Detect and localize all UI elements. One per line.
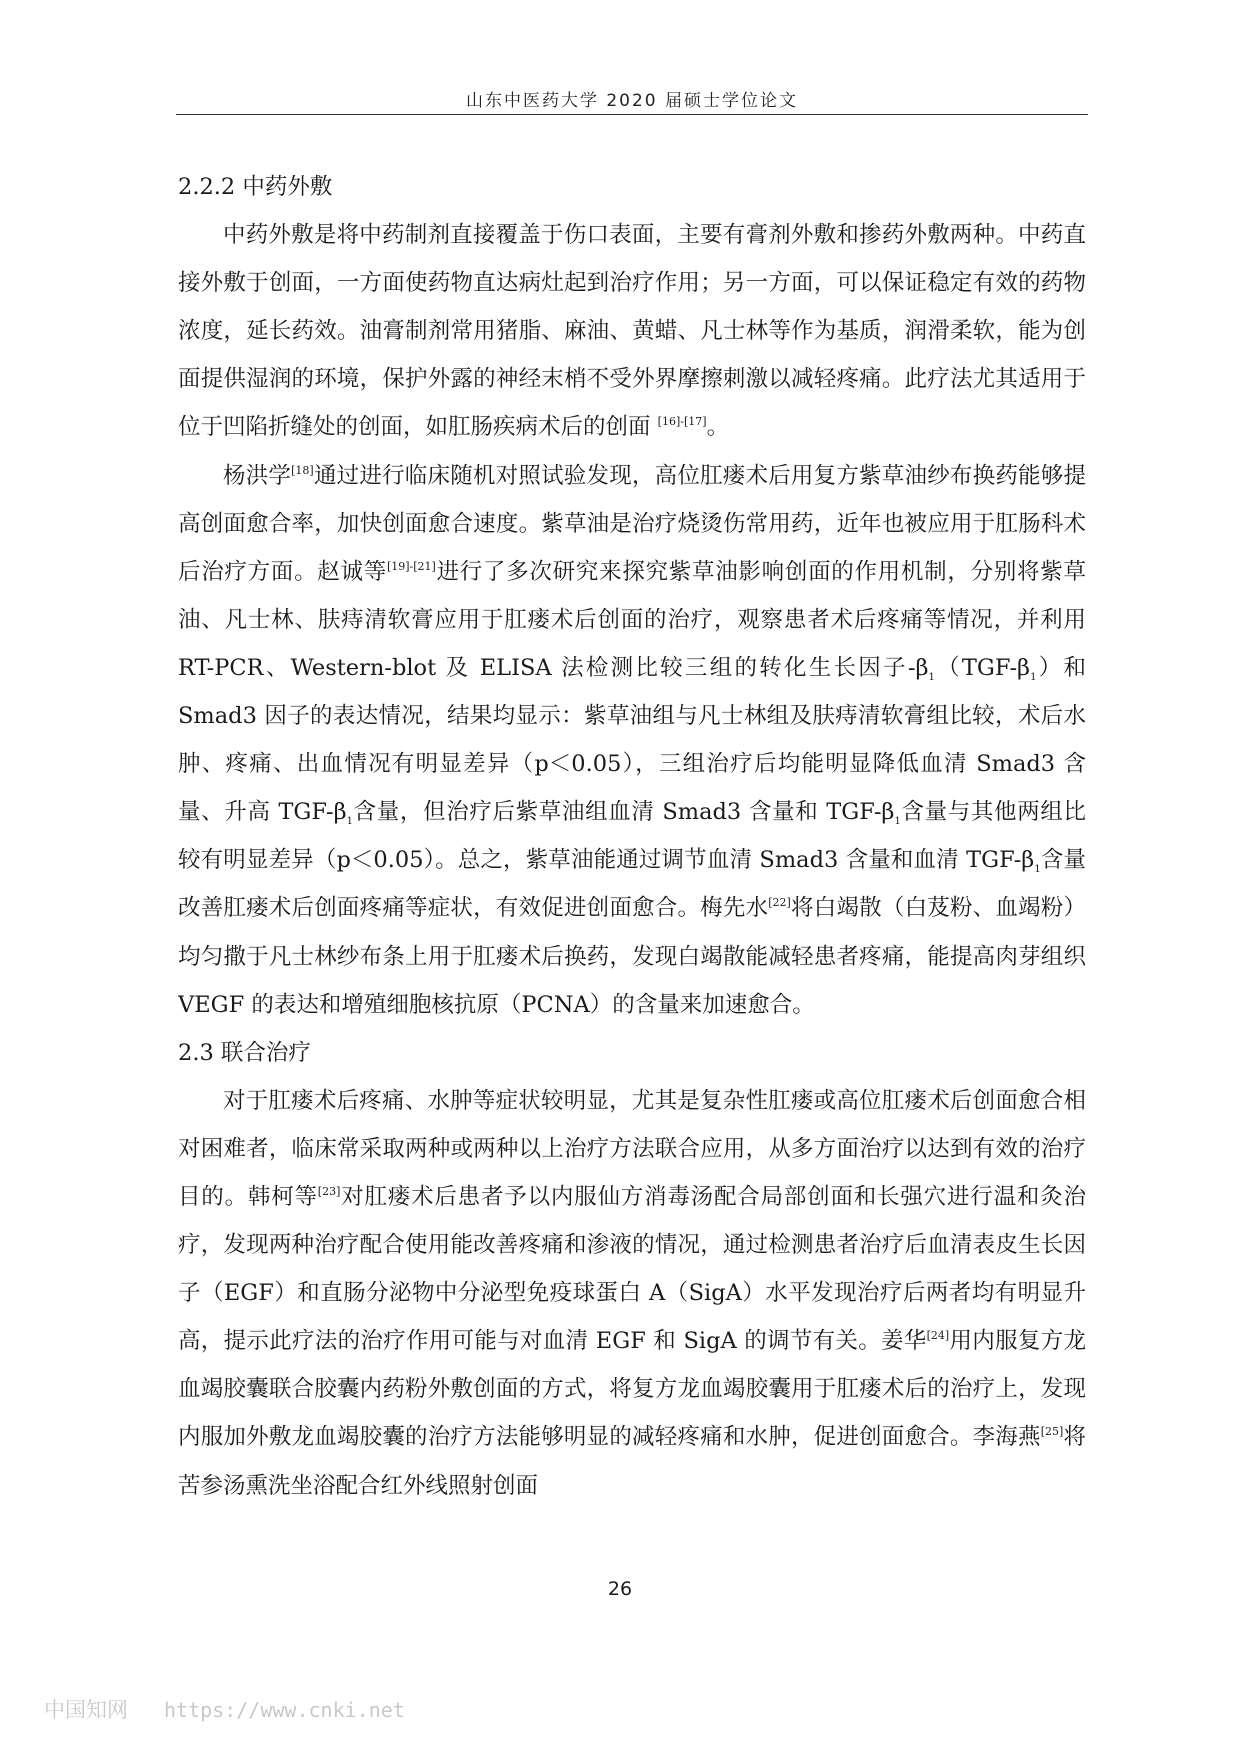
subscript: 1 <box>1030 671 1037 683</box>
paragraph-text: 对于肛瘘术后疼痛、水肿等症状较明显，尤其是复杂性肛瘘或高位肛瘘术后创面愈合相对困难者，临床常采取两种或两种以上治疗方法联合应用，从多方面治疗以达到有效的治疗目的。韩柯等 <box>178 1087 1086 1210</box>
header-divider <box>176 114 1088 115</box>
paragraph-text: 进行了多次研究来探究紫草油影响创面的作用机制，分别将紫草油、凡士林、肤痔清软膏应用于肛瘘术后创面的治疗，观察患者术后疼痛等情况，并利用 RT-PCR、Western-blot 及 ELISA 法检测比较三组的转化生长因子-β <box>178 558 1086 681</box>
section-heading-2-3: 2.3 联合治疗 <box>178 1039 311 1066</box>
footer-url: https://www.cnki.net <box>164 1698 405 1722</box>
paragraph-text: 杨洪学 <box>223 462 292 489</box>
citation-ref: [19]-[21] <box>386 559 436 573</box>
paragraph-3 <box>178 1077 1086 1510</box>
citation-ref: [16]-[17] <box>657 415 707 429</box>
paragraph-2 <box>178 452 1086 1029</box>
paragraph-text: 含量改善肛瘘术后创面疼痛等症状，有效促进创面愈合。梅先水 <box>178 847 1086 922</box>
watermark-footer <box>44 1694 405 1724</box>
paragraph-text: 。 <box>706 414 730 441</box>
page-body <box>178 163 1086 1510</box>
paragraph-1 <box>178 211 1086 451</box>
subscript: 1 <box>1034 864 1041 876</box>
paragraph-text: 将苦参汤熏洗坐浴配合红外线照射创面 <box>178 1424 1086 1499</box>
subscript: 1 <box>346 816 353 828</box>
paragraph-text: 用内服复方龙血竭胶囊联合胶囊内药粉外敷创面的方式，将复方龙血竭胶囊用于肛瘘术后的治疗上，发现内服加外敷龙血竭胶囊的治疗方法能够明显的减轻疼痛和水肿，促进创面愈合。李海燕 <box>178 1328 1086 1451</box>
paragraph-text: （TGF-β <box>934 654 1031 681</box>
paragraph-text: ）和 Smad3 因子的表达情况，结果均显示：紫草油组与凡士林组及肤痔清软膏组比较，术后水肿、疼痛、出血情况有明显差异（p＜0.05），三组治疗后均能明显降低血清 Smad3 含量、升高 TGF-β <box>178 654 1086 826</box>
subscript: 1 <box>894 816 901 828</box>
running-header: 山东中医药大学 2020 届硕士学位论文 <box>465 91 799 111</box>
subscript: 1 <box>928 671 935 683</box>
footer-brand: 中国知网 <box>44 1698 128 1722</box>
paragraph-text: 将白竭散（白芨粉、血竭粉）均匀撒于凡士林纱布条上用于肛瘘术后换药，发现白竭散能减轻患者疼痛，能提高肉芽组织 VEGF 的表达和增殖细胞核抗原（PCNA）的含量来加速愈合。 <box>178 895 1086 1018</box>
citation-ref: [18] <box>291 463 314 477</box>
citation-ref: [23] <box>317 1184 341 1198</box>
citation-ref: [22] <box>768 896 791 910</box>
paragraph-text: 对肛瘘术后患者予以内服仙方消毒汤配合局部创面和长强穴进行温和灸治疗，发现两种治疗配合使用能改善疼痛和渗液的情况，通过检测患者治疗后血清表皮生长因子（EGF）和直肠分泌物中分泌型免疫球蛋白 A（SigA）水平发现治疗后两者均有明显升高，提示此疗法的治疗作用可能与对血清 EGF 和 SigA 的调节有关。姜华 <box>178 1183 1086 1355</box>
paragraph-text: 中药外敷是将中药制剂直接覆盖于伤口表面，主要有膏剂外敷和掺药外敷两种。中药直接外敷于创面，一方面使药物直达病灶起到治疗作用；另一方面，可以保证稳定有效的药物浓度，延长药效。油膏制剂常用猪脂、麻油、黄蜡、凡士林等作为基质，润滑柔软，能为创面提供湿润的环境，保护外露的神经末梢不受外界摩擦刺激以减轻疼痛。此疗法尤其适用于位于凹陷折缝处的创面，如肛肠疾病术后的创面 <box>178 222 1086 441</box>
page-number: 26 <box>607 1578 633 1600</box>
citation-ref: [25] <box>1040 1425 1064 1439</box>
section-heading-2-2-2: 2.2.2 中药外敷 <box>178 174 333 200</box>
paragraph-text: 含量与其他两组比较有明显差异（p＜0.05）。总之，紫草油能通过调节血清 Smad3 含量和血清 TGF-β <box>178 799 1086 874</box>
paragraph-text: 通过进行临床随机对照试验发现，高位肛瘘术后用复方紫草油纱布换药能够提高创面愈合率，加快创面愈合速度。紫草油是治疗烧烫伤常用药，近年也被应用于肛肠科术后治疗方面。赵诚等 <box>178 462 1086 585</box>
paragraph-text: 含量，但治疗后紫草油组血清 Smad3 含量和 TGF-β <box>352 799 895 826</box>
citation-ref: [24] <box>926 1329 950 1343</box>
